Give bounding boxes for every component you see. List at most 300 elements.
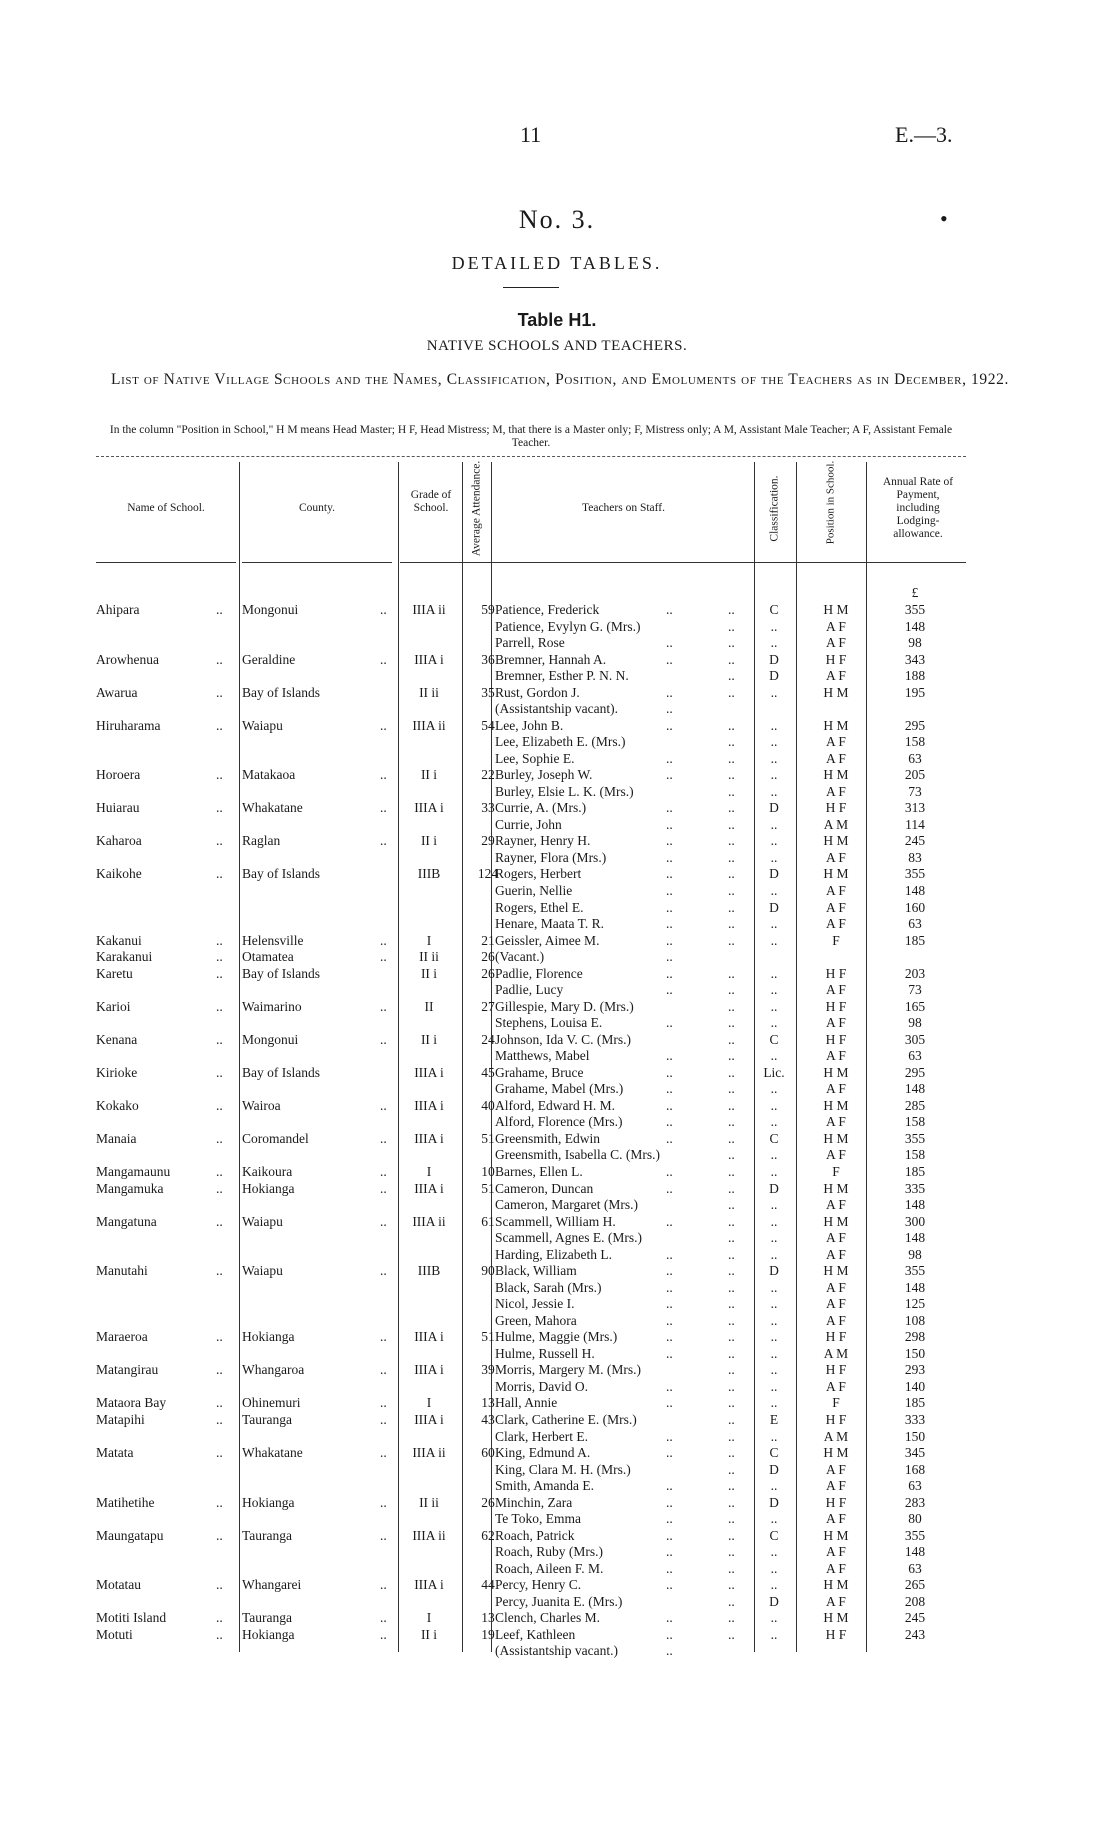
leader-dots: .. bbox=[728, 1164, 735, 1180]
cell-cls: .. bbox=[770, 717, 778, 733]
header-attendance: Average Attendance. bbox=[470, 460, 483, 557]
cell-grade: IIIA i bbox=[414, 1064, 444, 1080]
leader-dots: .. bbox=[216, 1362, 223, 1378]
cell-att: 44 bbox=[481, 1577, 495, 1593]
leader-dots: .. bbox=[666, 816, 673, 832]
table-row bbox=[96, 1015, 966, 1032]
cell-att: 51 bbox=[481, 1130, 495, 1146]
header-classification: Classification. bbox=[768, 475, 781, 542]
cell-att: 59 bbox=[481, 602, 495, 617]
cell-teacher: King, Edmund A. bbox=[495, 1445, 591, 1461]
cell-teacher: Leef, Kathleen bbox=[495, 1626, 576, 1642]
cell-pay: 265 bbox=[904, 1577, 926, 1593]
cell-teacher: Gillespie, Mary D. (Mrs.) bbox=[495, 998, 634, 1014]
leader-dots: .. bbox=[666, 1064, 673, 1080]
leader-dots: .. bbox=[380, 1213, 387, 1229]
leader-dots: .. bbox=[216, 1329, 223, 1345]
leader-dots: .. bbox=[728, 1048, 735, 1064]
table-row bbox=[96, 701, 966, 718]
leader-dots: .. bbox=[728, 1197, 735, 1213]
cell-att: 26 bbox=[481, 965, 495, 981]
leader-dots: .. bbox=[216, 1130, 223, 1146]
cell-pos: A M bbox=[823, 1428, 849, 1444]
leader-dots: .. bbox=[728, 899, 735, 915]
cell-att: 24 bbox=[481, 1031, 495, 1047]
cell-att: 40 bbox=[481, 1097, 495, 1113]
cell-pos: A F bbox=[826, 916, 846, 932]
cell-teacher: (Assistantship vacant.) bbox=[495, 1643, 618, 1659]
leader-dots: .. bbox=[216, 1097, 223, 1113]
leader-dots: .. bbox=[666, 635, 673, 651]
leader-dots: .. bbox=[216, 1610, 223, 1626]
cell-teacher: Lee, John B. bbox=[495, 717, 564, 733]
cell-pay: 83 bbox=[908, 849, 922, 865]
page-number: 11 bbox=[520, 122, 542, 147]
table-row bbox=[96, 1544, 966, 1561]
cell-pay: 245 bbox=[904, 833, 926, 849]
cell-teacher: Nicol, Jessie I. bbox=[495, 1296, 575, 1312]
cell-pay: 148 bbox=[904, 883, 926, 898]
table-row bbox=[96, 933, 966, 950]
leader-dots: .. bbox=[666, 602, 673, 617]
leader-dots: .. bbox=[666, 883, 673, 898]
cell-pay: 355 bbox=[904, 1130, 926, 1146]
leader-dots: .. bbox=[666, 1494, 673, 1510]
leader-dots: .. bbox=[728, 684, 735, 700]
table-row bbox=[96, 718, 966, 735]
leader-dots: .. bbox=[666, 1643, 673, 1659]
table-row bbox=[96, 1032, 966, 1049]
cell-pay: 285 bbox=[904, 1097, 926, 1113]
cell-cls: D bbox=[769, 1461, 779, 1477]
cell-teacher: Clark, Catherine E. (Mrs.) bbox=[495, 1411, 637, 1427]
cell-att: 21 bbox=[481, 932, 495, 948]
cell-att: 51 bbox=[481, 1180, 495, 1196]
cell-pay: 148 bbox=[904, 618, 926, 634]
cell-county: Matakaoa bbox=[242, 767, 296, 783]
leader-dots: .. bbox=[216, 866, 223, 882]
cell-att: 62 bbox=[481, 1527, 495, 1543]
leader-dots: .. bbox=[728, 1213, 735, 1229]
cell-cls: .. bbox=[770, 1164, 778, 1180]
leader-dots: .. bbox=[216, 1411, 223, 1427]
leader-dots: .. bbox=[216, 1064, 223, 1080]
cell-pay: 185 bbox=[904, 932, 926, 948]
cell-cls: .. bbox=[770, 750, 778, 766]
cell-cls: .. bbox=[770, 1081, 778, 1097]
table-row bbox=[96, 1643, 966, 1660]
cell-pos: H M bbox=[823, 1130, 849, 1146]
table-row bbox=[96, 1429, 966, 1446]
cell-teacher: Clark, Herbert E. bbox=[495, 1428, 588, 1444]
leader-dots: .. bbox=[666, 1213, 673, 1229]
cell-pos: A F bbox=[826, 1593, 846, 1609]
leader-dots: .. bbox=[728, 932, 735, 948]
leader-dots: .. bbox=[728, 1081, 735, 1097]
leader-dots: .. bbox=[728, 816, 735, 832]
cell-teacher: Alford, Florence (Mrs.) bbox=[495, 1114, 623, 1130]
leader-dots: .. bbox=[380, 1263, 387, 1279]
cell-cls: D bbox=[769, 1180, 779, 1196]
leader-dots: .. bbox=[728, 1279, 735, 1295]
cell-cls: .. bbox=[770, 1015, 778, 1031]
cell-cls: .. bbox=[770, 1378, 778, 1394]
cell-school: Karetu bbox=[96, 965, 133, 981]
leader-dots: .. bbox=[380, 998, 387, 1014]
cell-pay: 305 bbox=[904, 1031, 926, 1047]
cell-att: 29 bbox=[481, 833, 495, 849]
leader-dots: .. bbox=[666, 1626, 673, 1642]
cell-school: Manutahi bbox=[96, 1263, 148, 1279]
cell-grade: IIIA i bbox=[414, 1097, 444, 1113]
cell-pay: 333 bbox=[904, 1411, 926, 1427]
leader-dots: .. bbox=[216, 1577, 223, 1593]
cell-pos: A F bbox=[826, 783, 846, 799]
cell-att: 54 bbox=[481, 717, 495, 733]
table-row bbox=[96, 900, 966, 917]
cell-teacher: Green, Mahora bbox=[495, 1312, 577, 1328]
leader-dots: .. bbox=[380, 1329, 387, 1345]
cell-county: Geraldine bbox=[242, 651, 296, 667]
cell-grade: I bbox=[426, 1395, 432, 1411]
leader-dots: .. bbox=[728, 1494, 735, 1510]
cell-pos: A F bbox=[826, 1312, 846, 1328]
teachers-table bbox=[96, 452, 966, 1659]
cell-pay: 63 bbox=[908, 750, 922, 766]
cell-teacher: Percy, Juanita E. (Mrs.) bbox=[495, 1593, 623, 1609]
leader-dots: .. bbox=[728, 1031, 735, 1047]
cell-cls: .. bbox=[770, 1626, 778, 1642]
cell-teacher: Lee, Sophie E. bbox=[495, 750, 575, 766]
table-row bbox=[96, 999, 966, 1016]
header-grade: Grade of School. bbox=[410, 489, 452, 514]
cell-grade: IIIA ii bbox=[412, 602, 446, 617]
cell-pay: 203 bbox=[904, 965, 926, 981]
leader-dots: .. bbox=[666, 1544, 673, 1560]
leader-dots: .. bbox=[728, 1411, 735, 1427]
cell-pos: A F bbox=[826, 1246, 846, 1262]
leader-dots: .. bbox=[666, 833, 673, 849]
leader-dots: .. bbox=[216, 1180, 223, 1196]
leader-dots: .. bbox=[728, 998, 735, 1014]
cell-teacher: Patience, Frederick bbox=[495, 602, 600, 617]
cell-county: Whakatane bbox=[242, 1445, 303, 1461]
leader-dots: .. bbox=[666, 1296, 673, 1312]
cell-school: Manaia bbox=[96, 1130, 137, 1146]
leader-dots: .. bbox=[380, 800, 387, 816]
leader-dots: .. bbox=[728, 1296, 735, 1312]
leader-dots: .. bbox=[666, 1428, 673, 1444]
divider bbox=[503, 287, 559, 288]
leader-dots: .. bbox=[728, 1626, 735, 1642]
leader-dots: .. bbox=[380, 767, 387, 783]
cell-teacher: Cameron, Duncan bbox=[495, 1180, 594, 1196]
table-row bbox=[96, 685, 966, 702]
leader-dots: .. bbox=[380, 717, 387, 733]
table-row bbox=[96, 668, 966, 685]
cell-school: Awarua bbox=[96, 684, 138, 700]
cell-school: Mataora Bay bbox=[96, 1395, 167, 1411]
table-row bbox=[96, 883, 966, 900]
cell-teacher: Black, Sarah (Mrs.) bbox=[495, 1279, 602, 1295]
cell-grade: IIIA ii bbox=[412, 717, 446, 733]
cell-pos: A F bbox=[826, 849, 846, 865]
table-row bbox=[96, 1478, 966, 1495]
cell-county: Tauranga bbox=[242, 1527, 293, 1543]
cell-cls: D bbox=[769, 866, 779, 882]
leader-dots: .. bbox=[666, 1610, 673, 1626]
cell-school: Matapihi bbox=[96, 1411, 145, 1427]
cell-county: Tauranga bbox=[242, 1610, 293, 1626]
leader-dots: .. bbox=[380, 1527, 387, 1543]
cell-pos: H F bbox=[825, 965, 847, 981]
leader-dots: .. bbox=[728, 618, 735, 634]
leader-dots: .. bbox=[216, 1263, 223, 1279]
cell-grade: II i bbox=[420, 767, 438, 783]
cell-teacher: Padlie, Florence bbox=[495, 965, 583, 981]
table-row bbox=[96, 1147, 966, 1164]
table-row bbox=[96, 1098, 966, 1115]
cell-att: 36 bbox=[481, 651, 495, 667]
table-row bbox=[96, 1263, 966, 1280]
leader-dots: .. bbox=[666, 717, 673, 733]
leader-dots: .. bbox=[216, 998, 223, 1014]
cell-grade: II i bbox=[420, 1626, 438, 1642]
leader-dots: .. bbox=[666, 1048, 673, 1064]
cell-cls: .. bbox=[770, 916, 778, 932]
cell-cls: .. bbox=[770, 1577, 778, 1593]
cell-grade: IIIA i bbox=[414, 800, 444, 816]
cell-teacher: Matthews, Mabel bbox=[495, 1048, 590, 1064]
cell-pay: 98 bbox=[908, 1246, 922, 1262]
cell-school: Mangamuka bbox=[96, 1180, 164, 1196]
cell-pos: H M bbox=[823, 1213, 849, 1229]
leader-dots: .. bbox=[666, 701, 673, 717]
table-row bbox=[96, 1528, 966, 1545]
leader-dots: .. bbox=[666, 651, 673, 667]
leader-dots: .. bbox=[380, 1411, 387, 1427]
cell-cls: D bbox=[769, 1263, 779, 1279]
cell-teacher: Patience, Evylyn G. (Mrs.) bbox=[495, 618, 641, 634]
cell-pos: F bbox=[832, 1164, 840, 1180]
cell-pay: 63 bbox=[908, 1560, 922, 1576]
leader-dots: .. bbox=[380, 949, 387, 965]
cell-cls: .. bbox=[770, 1147, 778, 1163]
cell-cls: .. bbox=[770, 965, 778, 981]
cell-cls: .. bbox=[770, 998, 778, 1014]
cell-pay: 98 bbox=[908, 635, 922, 651]
cell-att: 61 bbox=[481, 1213, 495, 1229]
leader-dots: .. bbox=[666, 916, 673, 932]
leader-dots: .. bbox=[216, 767, 223, 783]
cell-cls: C bbox=[769, 1130, 779, 1146]
cell-teacher: Roach, Patrick bbox=[495, 1527, 575, 1543]
leader-dots: .. bbox=[666, 1130, 673, 1146]
cell-pay: 73 bbox=[908, 783, 922, 799]
cell-teacher: Burley, Elsie L. K. (Mrs.) bbox=[495, 783, 634, 799]
leader-dots: .. bbox=[380, 1180, 387, 1196]
leader-dots: .. bbox=[666, 1081, 673, 1097]
cell-grade: IIIA i bbox=[414, 1362, 444, 1378]
cell-cls: Lic. bbox=[763, 1064, 785, 1080]
cell-pay: 63 bbox=[908, 1478, 922, 1494]
leader-dots: .. bbox=[728, 883, 735, 898]
cell-teacher: (Assistantship vacant). bbox=[495, 701, 618, 717]
leader-dots: .. bbox=[666, 1478, 673, 1494]
cell-school: Karioi bbox=[96, 998, 131, 1014]
cell-grade: IIIA ii bbox=[412, 1445, 446, 1461]
cell-pos: H M bbox=[823, 1527, 849, 1543]
table-row bbox=[96, 1395, 966, 1412]
cell-pay: 63 bbox=[908, 916, 922, 932]
cell-pos: H F bbox=[825, 1031, 847, 1047]
table-row bbox=[96, 1412, 966, 1429]
cell-pos: A F bbox=[826, 883, 846, 898]
table-row bbox=[96, 1511, 966, 1528]
cell-teacher: Currie, John bbox=[495, 816, 562, 832]
cell-grade: II bbox=[424, 998, 434, 1014]
cell-teacher: Minchin, Zara bbox=[495, 1494, 573, 1510]
cell-pos: H F bbox=[825, 998, 847, 1014]
leader-dots: .. bbox=[216, 602, 223, 617]
cell-county: Tauranga bbox=[242, 1411, 293, 1427]
cell-pos: H M bbox=[823, 833, 849, 849]
leader-dots: .. bbox=[728, 866, 735, 882]
cell-school: Matihetihe bbox=[96, 1494, 155, 1510]
cell-school: Ahipara bbox=[96, 602, 140, 617]
cell-att: 13 bbox=[481, 1395, 495, 1411]
cell-teacher: Bremner, Esther P. N. N. bbox=[495, 668, 629, 684]
cell-pay: 158 bbox=[904, 1147, 926, 1163]
cell-teacher: Greensmith, Edwin bbox=[495, 1130, 600, 1146]
leader-dots: .. bbox=[728, 800, 735, 816]
table-row bbox=[96, 1577, 966, 1594]
cell-pay: 150 bbox=[904, 1428, 926, 1444]
document-reference: E.—3. bbox=[895, 122, 953, 147]
cell-cls: .. bbox=[770, 1097, 778, 1113]
cell-grade: IIIA i bbox=[414, 1577, 444, 1593]
cell-att: 51 bbox=[481, 1329, 495, 1345]
cell-pos: H M bbox=[823, 1577, 849, 1593]
cell-school: Kakanui bbox=[96, 932, 142, 948]
leader-dots: .. bbox=[216, 833, 223, 849]
cell-cls: .. bbox=[770, 1544, 778, 1560]
leader-dots: .. bbox=[728, 1230, 735, 1246]
cell-teacher: Padlie, Lucy bbox=[495, 982, 564, 998]
leader-dots: .. bbox=[380, 1164, 387, 1180]
cell-cls: D bbox=[769, 800, 779, 816]
cell-county: Waiapu bbox=[242, 1213, 283, 1229]
cell-pos: H F bbox=[825, 1362, 847, 1378]
leader-dots: .. bbox=[666, 1312, 673, 1328]
cell-pay: 355 bbox=[904, 1527, 926, 1543]
cell-pos: H F bbox=[825, 800, 847, 816]
cell-county: Mongonui bbox=[242, 1031, 299, 1047]
cell-cls: .. bbox=[770, 1048, 778, 1064]
cell-cls: .. bbox=[770, 1246, 778, 1262]
cell-school: Huiarau bbox=[96, 800, 140, 816]
cell-pay: 148 bbox=[904, 1230, 926, 1246]
cell-pay: 345 bbox=[904, 1445, 926, 1461]
cell-pos: H M bbox=[823, 717, 849, 733]
cell-pay: 243 bbox=[904, 1626, 926, 1642]
cell-cls: .. bbox=[770, 1197, 778, 1213]
cell-pos: A F bbox=[826, 1461, 846, 1477]
leader-dots: .. bbox=[380, 1610, 387, 1626]
leader-dots: .. bbox=[666, 767, 673, 783]
cell-pay: 160 bbox=[904, 899, 926, 915]
cell-pos: F bbox=[832, 932, 840, 948]
leader-dots: .. bbox=[666, 1527, 673, 1543]
cell-cls: .. bbox=[770, 684, 778, 700]
cell-teacher: Bremner, Hannah A. bbox=[495, 651, 607, 667]
cell-pay: 125 bbox=[904, 1296, 926, 1312]
table-row bbox=[96, 767, 966, 784]
cell-pay: 293 bbox=[904, 1362, 926, 1378]
cell-school: Hiruharama bbox=[96, 717, 161, 733]
cell-cls: .. bbox=[770, 1213, 778, 1229]
leader-dots: .. bbox=[666, 866, 673, 882]
cell-att: 124 bbox=[477, 866, 499, 882]
cell-grade: I bbox=[426, 1164, 432, 1180]
cell-county: Mongonui bbox=[242, 602, 299, 617]
leader-dots: .. bbox=[216, 1395, 223, 1411]
cell-pos: H M bbox=[823, 767, 849, 783]
cell-pay: 295 bbox=[904, 717, 926, 733]
cell-cls: .. bbox=[770, 1511, 778, 1527]
cell-cls: .. bbox=[770, 1478, 778, 1494]
leader-dots: .. bbox=[728, 1147, 735, 1163]
cell-pos: H F bbox=[825, 1329, 847, 1345]
cell-pay: 148 bbox=[904, 1279, 926, 1295]
cell-cls: .. bbox=[770, 1329, 778, 1345]
cell-teacher: Grahame, Bruce bbox=[495, 1064, 584, 1080]
leader-dots: .. bbox=[728, 1114, 735, 1130]
table-row bbox=[96, 800, 966, 817]
cell-school: Motuti bbox=[96, 1626, 133, 1642]
cell-pos: H M bbox=[823, 1610, 849, 1626]
cell-pay: 355 bbox=[904, 866, 926, 882]
cell-county: Hokianga bbox=[242, 1494, 295, 1510]
cell-grade: IIIA i bbox=[414, 1329, 444, 1345]
leader-dots: .. bbox=[728, 1593, 735, 1609]
header-rule bbox=[96, 562, 236, 563]
cell-pay: 168 bbox=[904, 1461, 926, 1477]
table-subtitle: NATIVE SCHOOLS AND TEACHERS. bbox=[426, 338, 688, 354]
cell-teacher: Stephens, Louisa E. bbox=[495, 1015, 603, 1031]
table-row bbox=[96, 1627, 966, 1644]
cell-att: 19 bbox=[481, 1626, 495, 1642]
leader-dots: .. bbox=[728, 602, 735, 617]
leader-dots: .. bbox=[666, 800, 673, 816]
leader-dots: .. bbox=[380, 1362, 387, 1378]
leader-dots: .. bbox=[666, 1015, 673, 1031]
cell-school: Matata bbox=[96, 1445, 134, 1461]
leader-dots: .. bbox=[728, 651, 735, 667]
cell-pos: A F bbox=[826, 1478, 846, 1494]
cell-pos: H M bbox=[823, 1180, 849, 1196]
cell-teacher: Hulme, Russell H. bbox=[495, 1345, 595, 1361]
leader-dots: .. bbox=[380, 1097, 387, 1113]
table-row bbox=[96, 602, 966, 619]
cell-county: Whakatane bbox=[242, 800, 303, 816]
cell-cls: .. bbox=[770, 618, 778, 634]
cell-pos: A F bbox=[826, 750, 846, 766]
leader-dots: .. bbox=[728, 734, 735, 750]
table-row bbox=[96, 1313, 966, 1330]
cell-pos: H M bbox=[823, 1097, 849, 1113]
leader-dots: .. bbox=[728, 1180, 735, 1196]
